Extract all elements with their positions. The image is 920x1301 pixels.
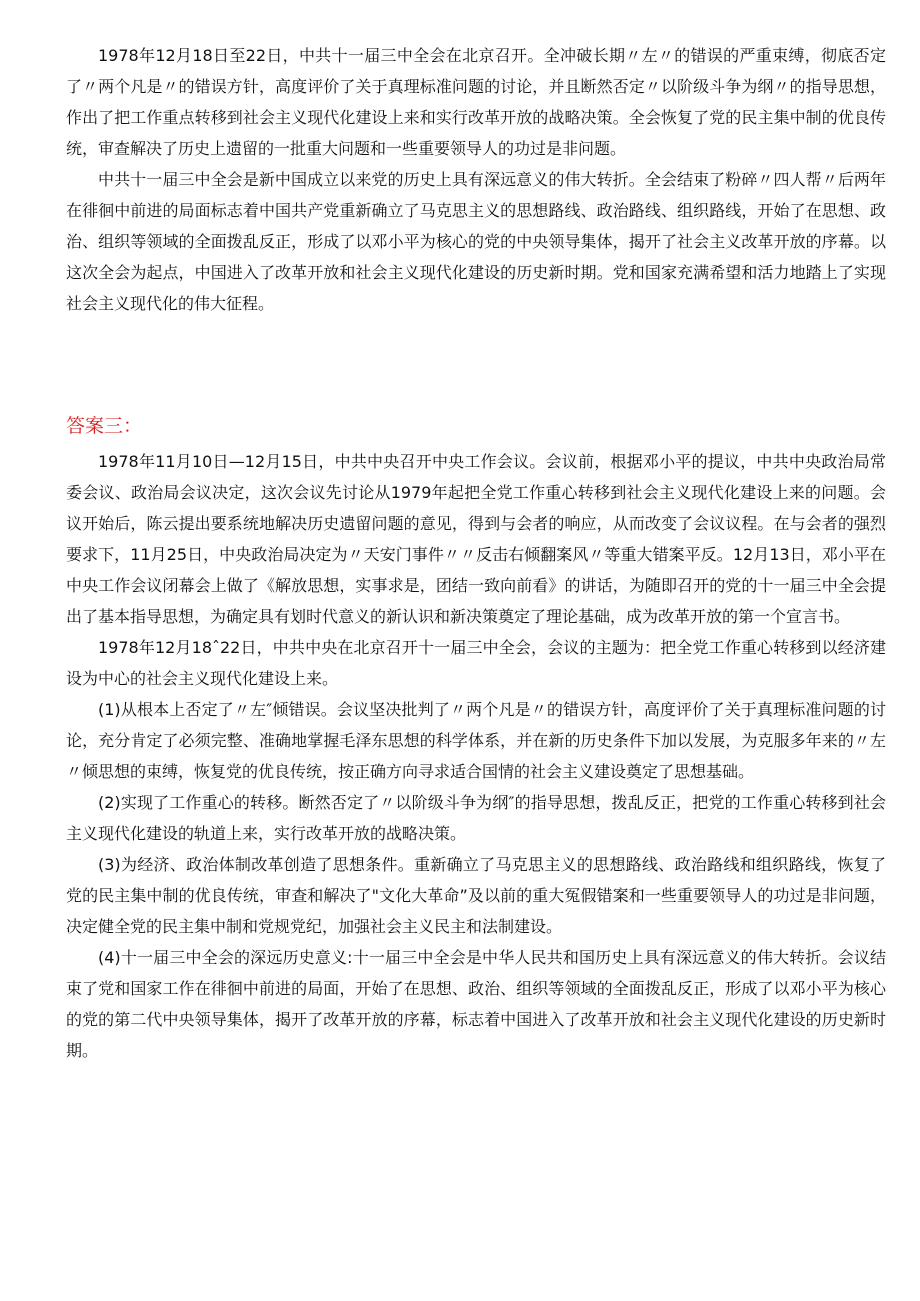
paragraph: 1978年12月18日至22日，中共十一届三中全会在北京召开。全冲破长期〃左〃的错误的严重束缚，彻底否定了〃两个凡是〃的错误方针，高度评价了关于真理标准问题的讨论，并且断然否定〃以阶级斗争为纲〃的指导思想，作出了把工作重点转移到社会主义现代化建设上来和实行改革开放的战略决策。全会恢复了党的民主集中制的优良传统，审查解决了历史上遗留的一批重大问题和一些重要领导人的功过是非问题。 (66, 46, 886, 158)
paragraph: (2)实现了工作重心的转移。断然否定了〃以阶级斗争为纲″的指导思想，拨乱反正，把党的工作重心转移到社会主义现代化建设的轨道上来，实行改革开放的战略决策。 (66, 793, 886, 843)
answer-three-section (66, 446, 886, 1066)
section-one (66, 40, 886, 319)
paragraph: (4)十一届三中全会的深远历史意义:十一届三中全会是中华人民共和国历史上具有深远意义的伟大转折。会议结束了党和国家工作在徘徊中前进的局面，开始了在思想、政治、组织等领域的全面拨乱反正，形成了以邓小平为核心的党的第二代中央领导集体，揭开了改革开放的序幕，标志着中国进入了改革开放和社会主义现代化建设的历史新时期。 (66, 948, 886, 1060)
paragraph: 中共十一届三中全会是新中国成立以来党的历史上具有深远意义的伟大转折。全会结束了粉碎〃四人帮〃后两年在徘徊中前进的局面标志着中国共产党重新确立了马克思主义的思想路线、政治路线、组织路线，开始了在思想、政治、组织等领域的全面拨乱反正，形成了以邓小平为核心的党的中央领导集体，揭开了社会主义改革开放的序幕。以这次全会为起点，中国进入了改革开放和社会主义现代化建设的历史新时期。党和国家充满希望和活力地踏上了实现社会主义现代化的伟大征程。 (66, 170, 886, 313)
paragraph: 1978年11月10日—12月15日，中共中央召开中央工作会议。会议前，根据邓小平的提议，中共中央政治局常委会议、政治局会议决定，这次会议先讨论从1979年起把全党工作重心转移到社会主义现代化建设上来的问题。会议开始后，陈云提出要系统地解决历史遗留问题的意见，得到与会者的响应，从而改变了会议议程。在与会者的强烈要求下，11月25日，中央政治局决定为〃天安门事件〃〃反击右倾翻案风〃等重大错案平反。12月13日，邓小平在中央工作会议闭幕会上做了《解放思想，实事求是，团结一致向前看》的讲话，为随即召开的党的十一届三中全会提出了基本指导思想，为确定具有划时代意义的新认识和新决策奠定了理论基础，成为改革开放的第一个宣言书。 (66, 452, 886, 626)
answer-three-heading: 答案三： (66, 415, 143, 437)
paragraph: 1978年12月18ˆ22日，中共中央在北京召开十一届三中全会，会议的主题为：把全党工作重心转移到以经济建设为中心的社会主义现代化建设上来。 (66, 638, 886, 688)
paragraph: (3)为经济、政治体制改革创造了思想条件。重新确立了马克思主义的思想路线、政治路线和组织路线，恢复了党的民主集中制的优良传统，审查和解决了"文化大革命”及以前的重大冤假错案和一些重要领导人的功过是非问题，决定健全党的民主集中制和党规党纪，加强社会主义民主和法制建设。 (66, 855, 886, 936)
paragraph: (1)从根本上否定了〃左″倾错误。会议坚决批判了〃两个凡是〃的错误方针，高度评价了关于真理标准问题的讨论，充分肯定了必须完整、准确地掌握毛泽东思想的科学体系，并在新的历史条件下加以发展，为克服多年来的〃左〃倾思想的束缚，恢复党的优良传统，按正确方向寻求适合国情的社会主义建设奠定了思想基础。 (66, 700, 886, 781)
